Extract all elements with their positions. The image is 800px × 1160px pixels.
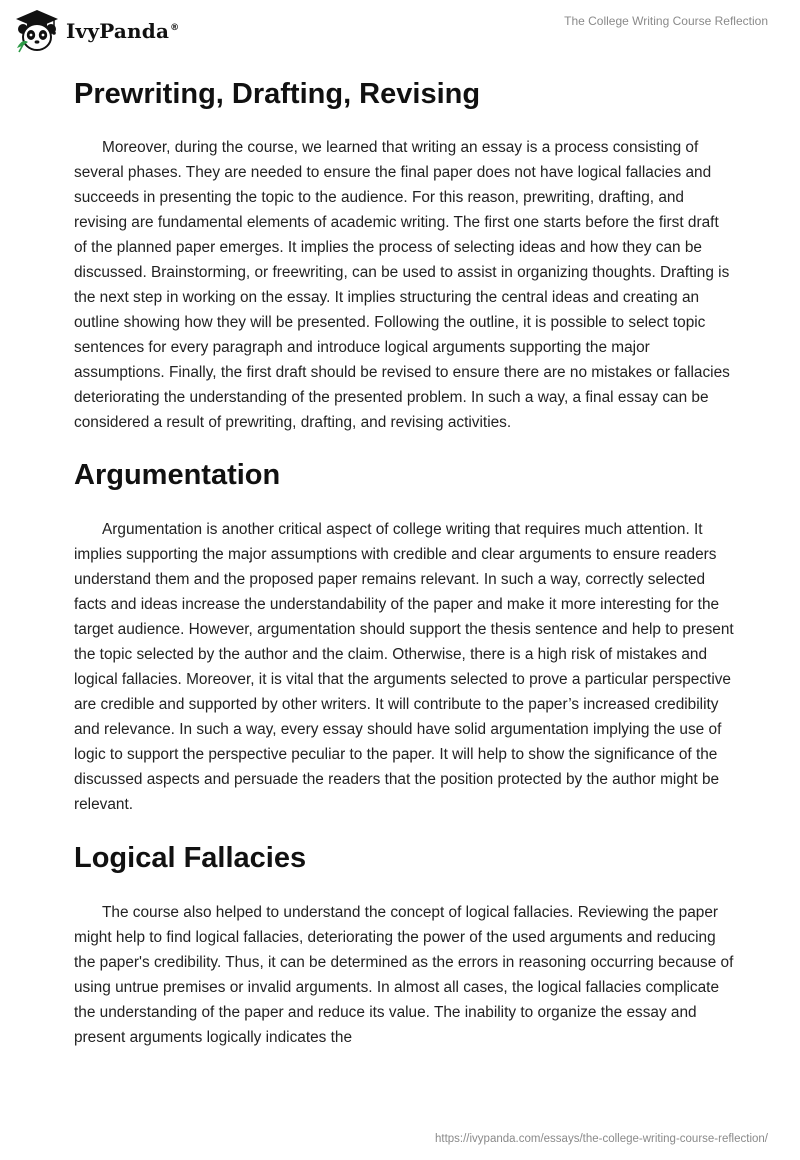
section-heading-argumentation: Argumentation [74, 459, 281, 491]
registered-mark: ® [170, 23, 180, 34]
footer-url-link[interactable]: https://ivypanda.com/essays/the-college-writing-course-reflection/ [434, 1133, 768, 1145]
brand-name: IvyPanda® [66, 19, 180, 43]
section-paragraph-prewriting: Moreover, during the course, we learned that writing an essay is a process consisting of several phases. They are needed to ensure the final paper does not have logical fallacies and succeeds in presenting the topic to the audience. For this reason, prewriting, drafting, and revising are fundamental elements of academic writing. The first one starts before the first draft of the planned paper emerges. It implies the process of selecting ideas and how they can be discussed. Brainstorming, or freewriting, can be used to assist in organizing thoughts. Drafting is the next step in working on the essay. It implies structuring the central ideas and creating an outline showing how they will be presented. Following the outline, it is possible to select topic sentences for every paragraph and introduce logical arguments supporting the major assumptions. Finally, the first draft should be revised to ensure there are no mistakes or fallacies deteriorating the understanding of the presented problem. In such a way, a final essay can be considered a result of prewriting, drafting, and revising activities. [74, 139, 730, 431]
panda-graduate-logo-icon [14, 8, 60, 54]
section-heading-prewriting: Prewriting, Drafting, Revising [74, 78, 481, 110]
essay-content [74, 70, 734, 1050]
section-paragraph-argumentation: Argumentation is another critical aspect of college writing that requires much attention. It implies supporting the major assumptions with credible and clear arguments to ensure readers understand them and the proposed paper remains relevant. In such a way, correctly selected facts and ideas increase the understandability of the paper and make it more interesting for the target audience. However, argumentation should support the thesis sentence and help to present the topic selected by the author and the claim. Otherwise, there is a high risk of mistakes and logical fallacies. Moreover, it is vital that the arguments selected to prove a particular perspective are credible and supported by other writers. It will contribute to the paper’s increased credibility and relevance. In such a way, every essay should have solid argumentation implying the use of logic to support the perspective peculiar to the paper. It will help to show the significance of the discussed aspects and persuade the readers that the position protected by the author might be relevant. [74, 521, 734, 813]
section-paragraph-logical-fallacies: The course also helped to understand the concept of logical fallacies. Reviewing the paper might help to find logical fallacies, deteriorating the power of the used arguments and reducing the paper's credibility. Thus, it can be determined as the errors in reasoning occurring because of using untrue premises or invalid arguments. In almost all cases, the logical fallacies complicate the understanding of the paper and reduce its value. The inability to organize the essay and present arguments logically indicates the [74, 904, 734, 1046]
page-header [0, 0, 800, 62]
section-heading-logical-fallacies: Logical Fallacies [74, 842, 307, 874]
document-title: The College Writing Course Reflection [564, 14, 768, 28]
ivypanda-logo[interactable] [14, 8, 179, 54]
